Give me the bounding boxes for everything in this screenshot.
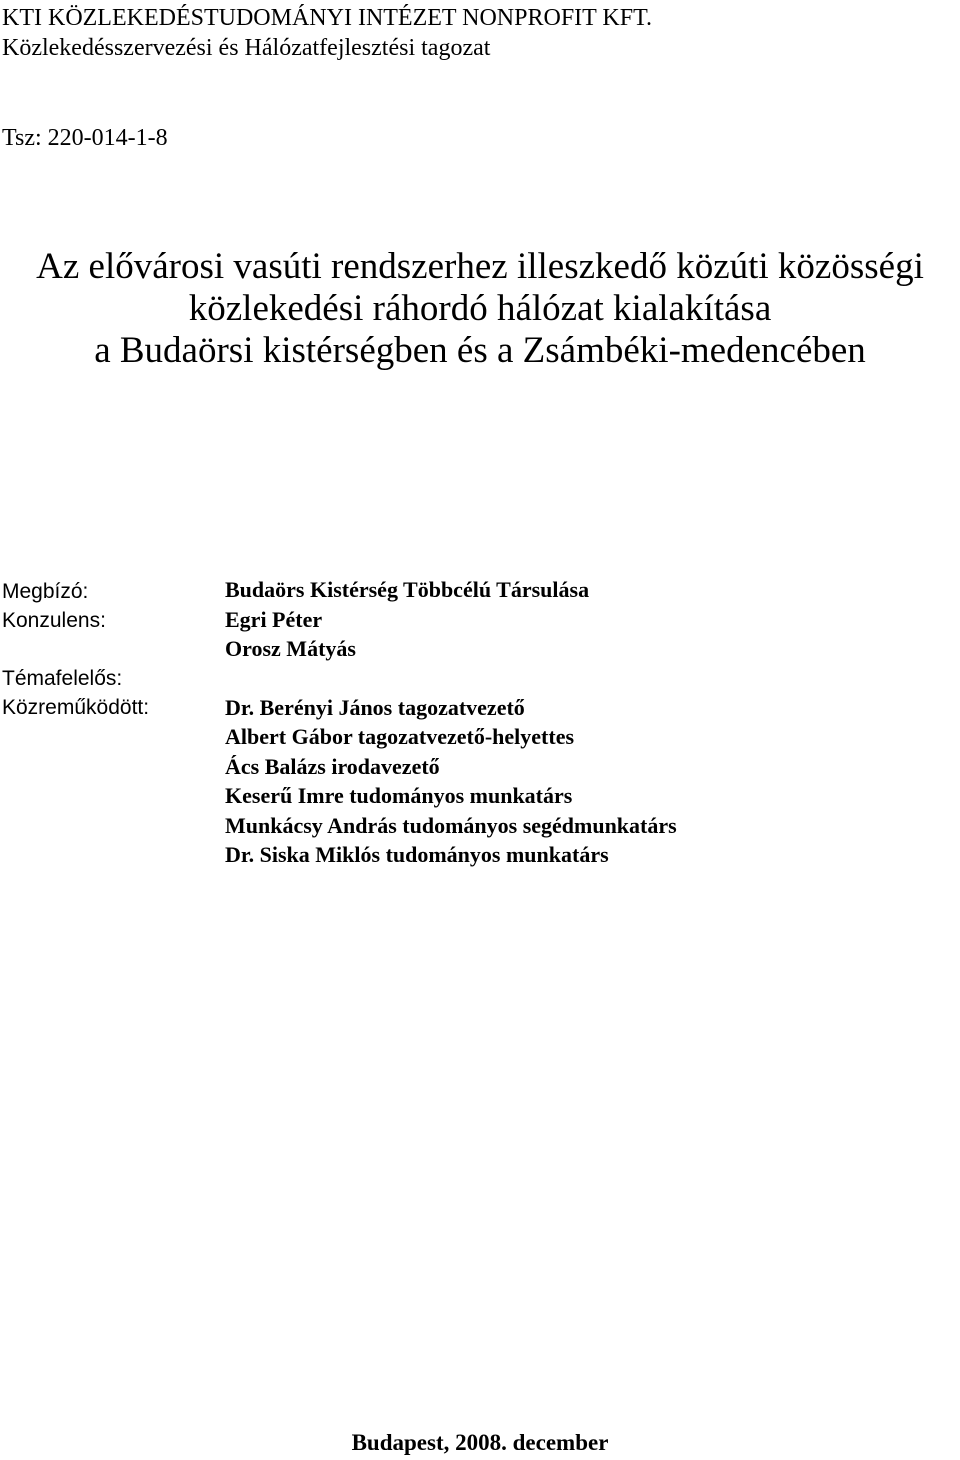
contributor-2: Ács Balázs irodavezető	[225, 753, 440, 779]
responsible-label: Témafelelős:	[2, 667, 123, 690]
title-line-2: közlekedési ráhordó hálózat kialakítása	[188, 288, 772, 329]
contributor-3: Keserű Imre tudományos munkatárs	[225, 783, 573, 808]
label-spacer	[2, 635, 149, 664]
value-spacer	[225, 664, 677, 693]
consultant-value-2: Orosz Mátyás	[225, 636, 356, 661]
credit-labels	[2, 577, 149, 722]
contributor-1: Albert Gábor tagozatvezető-helyettes	[225, 724, 575, 749]
client-value: Budaörs Kistérség Többcélú Társulása	[225, 577, 590, 602]
client-label: Megbízó:	[2, 580, 89, 603]
contributor-4: Munkácsy András tudományos segédmunkatárs	[225, 812, 677, 838]
contributor-5: Dr. Siska Miklós tudományos munkatárs	[225, 842, 609, 867]
consultant-label: Konzulens:	[2, 609, 106, 632]
contributors-label: Közreműködött:	[2, 696, 150, 719]
document-title	[0, 246, 960, 372]
place-and-date: Budapest, 2008. december	[351, 1430, 609, 1455]
responsible-value: Dr. Berényi János tagozatvezető	[225, 694, 525, 720]
credit-values	[225, 575, 677, 870]
consultant-value-1: Egri Péter	[225, 606, 323, 632]
title-line-3: a Budaörsi kistérségben és a Zsámbéki-medencében	[94, 330, 866, 371]
organization-name: KTI KÖZLEKEDÉSTUDOMÁNYI INTÉZET NONPROFIT KFT.	[2, 5, 652, 31]
reference-number: Tsz: 220-014-1-8	[2, 125, 168, 151]
title-line-1: Az elővárosi vasúti rendszerhez illeszkedő közúti közösségi	[36, 246, 924, 287]
department-name: Közlekedésszervezési és Hálózatfejlesztési tagozat	[2, 35, 491, 61]
